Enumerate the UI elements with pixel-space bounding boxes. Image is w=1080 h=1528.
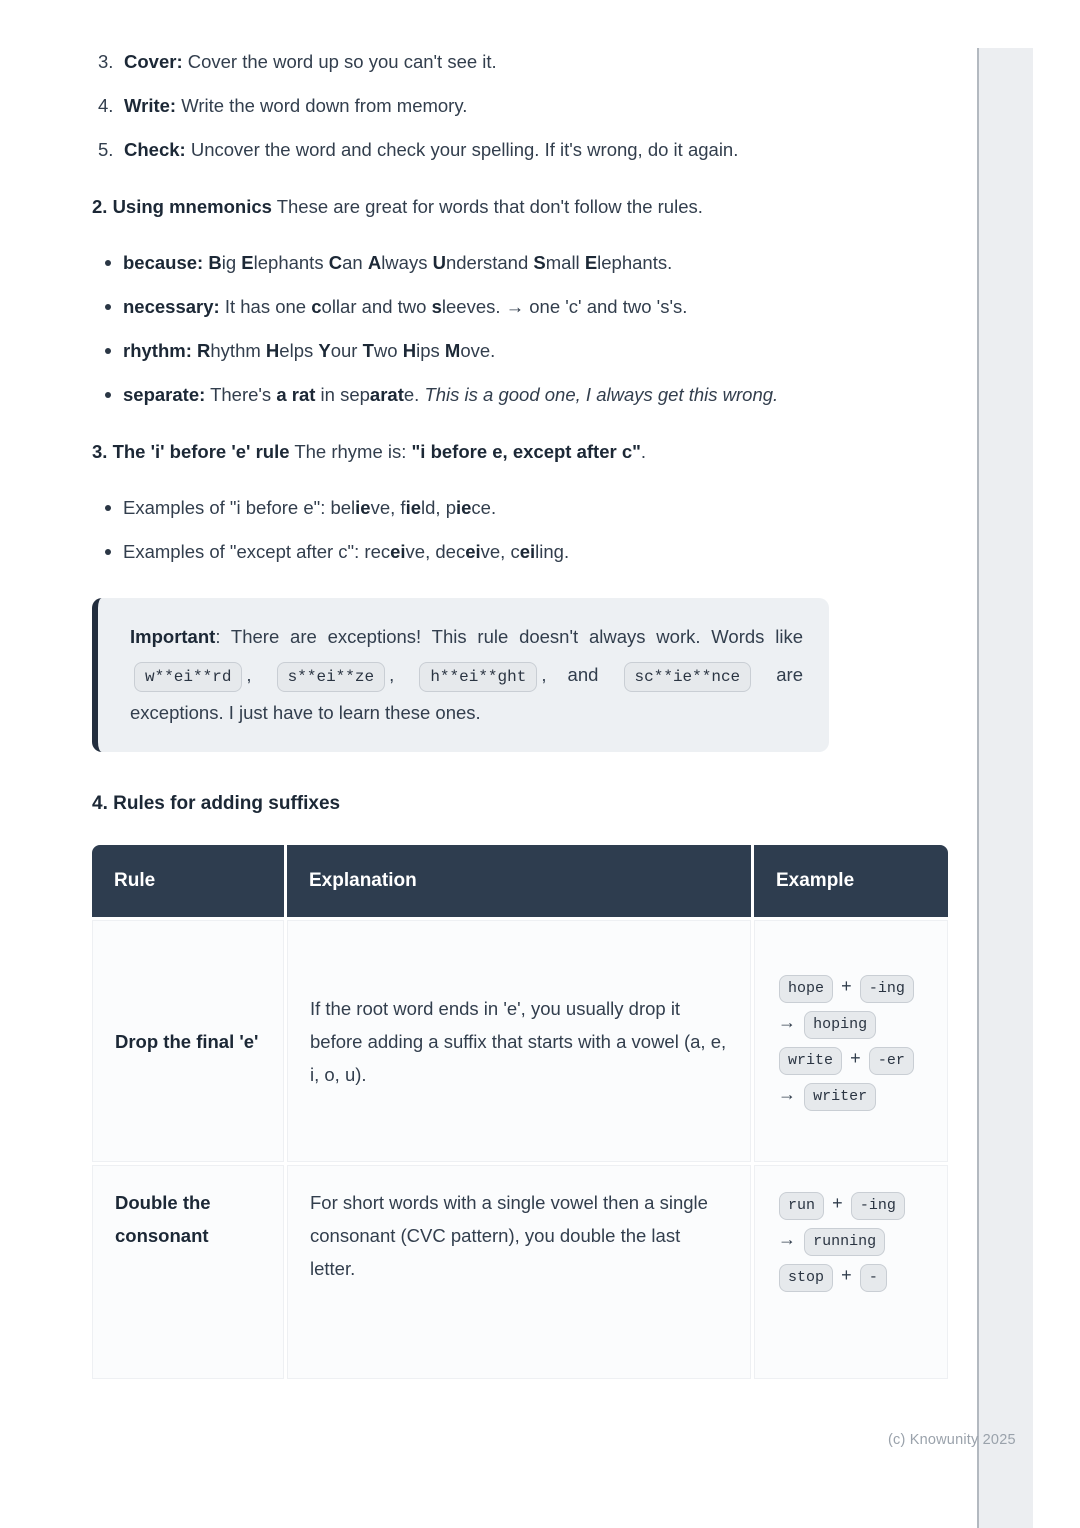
code-chip: write — [779, 1047, 842, 1075]
arrow-icon: → — [778, 1229, 796, 1249]
section-4-heading: 4. Rules for adding suffixes — [92, 793, 341, 814]
code-chip: s**ei**ze — [277, 662, 385, 692]
code-chip: -er — [869, 1047, 914, 1075]
code-chip: -ing — [851, 1192, 905, 1220]
table-header: Explanation — [287, 845, 751, 917]
code-chip: running — [804, 1228, 885, 1256]
spelling-steps-list — [92, 46, 829, 166]
code-chip: -ing — [860, 975, 914, 1003]
table-header: Example — [754, 845, 948, 917]
important-callout — [92, 598, 829, 752]
rule-cell: Drop the final 'e' — [92, 920, 284, 1162]
list-item: Examples of "except after c": receive, deceive, ceiling. — [92, 536, 829, 568]
code-chip: writer — [804, 1083, 876, 1111]
explanation-cell: If the root word ends in 'e', you usually drop it before adding a suffix that starts with a vowel (a, e, i, o, u). — [287, 920, 751, 1162]
list-item: 5. Check: Uncover the word and check your spelling. If it's wrong, do it again. — [92, 134, 829, 166]
code-chip: - — [860, 1264, 887, 1292]
table-row — [92, 920, 948, 1162]
code-chip: w**ei**rd — [134, 662, 242, 692]
example-cell — [754, 1165, 948, 1379]
arrow-icon: → — [778, 1084, 796, 1104]
code-chip: run — [779, 1192, 824, 1220]
list-item: separate: There's a rat in separate. This is a good one, I always get this wrong. — [92, 379, 829, 411]
list-item: because: Big Elephants Can Always Understand Small Elephants. — [92, 247, 829, 279]
list-number: 5. — [98, 139, 114, 160]
code-chip: h**ei**ght — [419, 662, 537, 692]
code-chip: hoping — [804, 1011, 876, 1039]
code-chip: stop — [779, 1264, 833, 1292]
document-page — [92, 46, 905, 1382]
example-cell — [754, 920, 948, 1162]
plus-operator: + — [832, 1193, 843, 1213]
plus-operator: + — [841, 1265, 852, 1285]
ie-rule-examples-list — [92, 492, 829, 568]
list-item: 4. Write: Write the word down from memory. — [92, 90, 829, 122]
mnemonics-list — [92, 247, 829, 411]
section-3-heading: 3. The 'i' before 'e' rule The rhyme is: "i before e, except after c". — [92, 441, 647, 462]
plus-operator: + — [841, 976, 852, 996]
list-number: 3. — [98, 51, 114, 72]
explanation-cell: For short words with a single vowel then a single consonant (CVC pattern), you double the last letter. — [287, 1165, 751, 1379]
scrollbar-track[interactable] — [979, 48, 1033, 1528]
plus-operator: + — [850, 1048, 861, 1068]
list-item: necessary: It has one collar and two sleeves. → one 'c' and two 's's. — [92, 291, 829, 323]
watermark: (c) Knowunity 2025 — [888, 1432, 1016, 1448]
list-item: 3. Cover: Cover the word up so you can't see it. — [92, 46, 829, 78]
suffix-rules-table — [89, 842, 951, 1382]
rule-cell: Double the consonant — [92, 1165, 284, 1379]
section-2-heading: 2. Using mnemonics These are great for words that don't follow the rules. — [92, 196, 703, 217]
arrow-icon: → — [778, 1012, 796, 1032]
list-item: Examples of "i before e": believe, field, piece. — [92, 492, 829, 524]
list-item: rhythm: Rhythm Helps Your Two Hips Move. — [92, 335, 829, 367]
list-number: 4. — [98, 95, 114, 116]
table-header: Rule — [92, 845, 284, 917]
code-chip: hope — [779, 975, 833, 1003]
code-chip: sc**ie**nce — [624, 662, 752, 692]
table-row — [92, 1165, 948, 1379]
important-callout-text: Important: There are exceptions! This rule doesn't always work. Words like w**ei**rd , s**ei**ze , h**ei**ght , and sc**ie**nce are exceptions. I just have to learn these ones. — [130, 626, 803, 723]
